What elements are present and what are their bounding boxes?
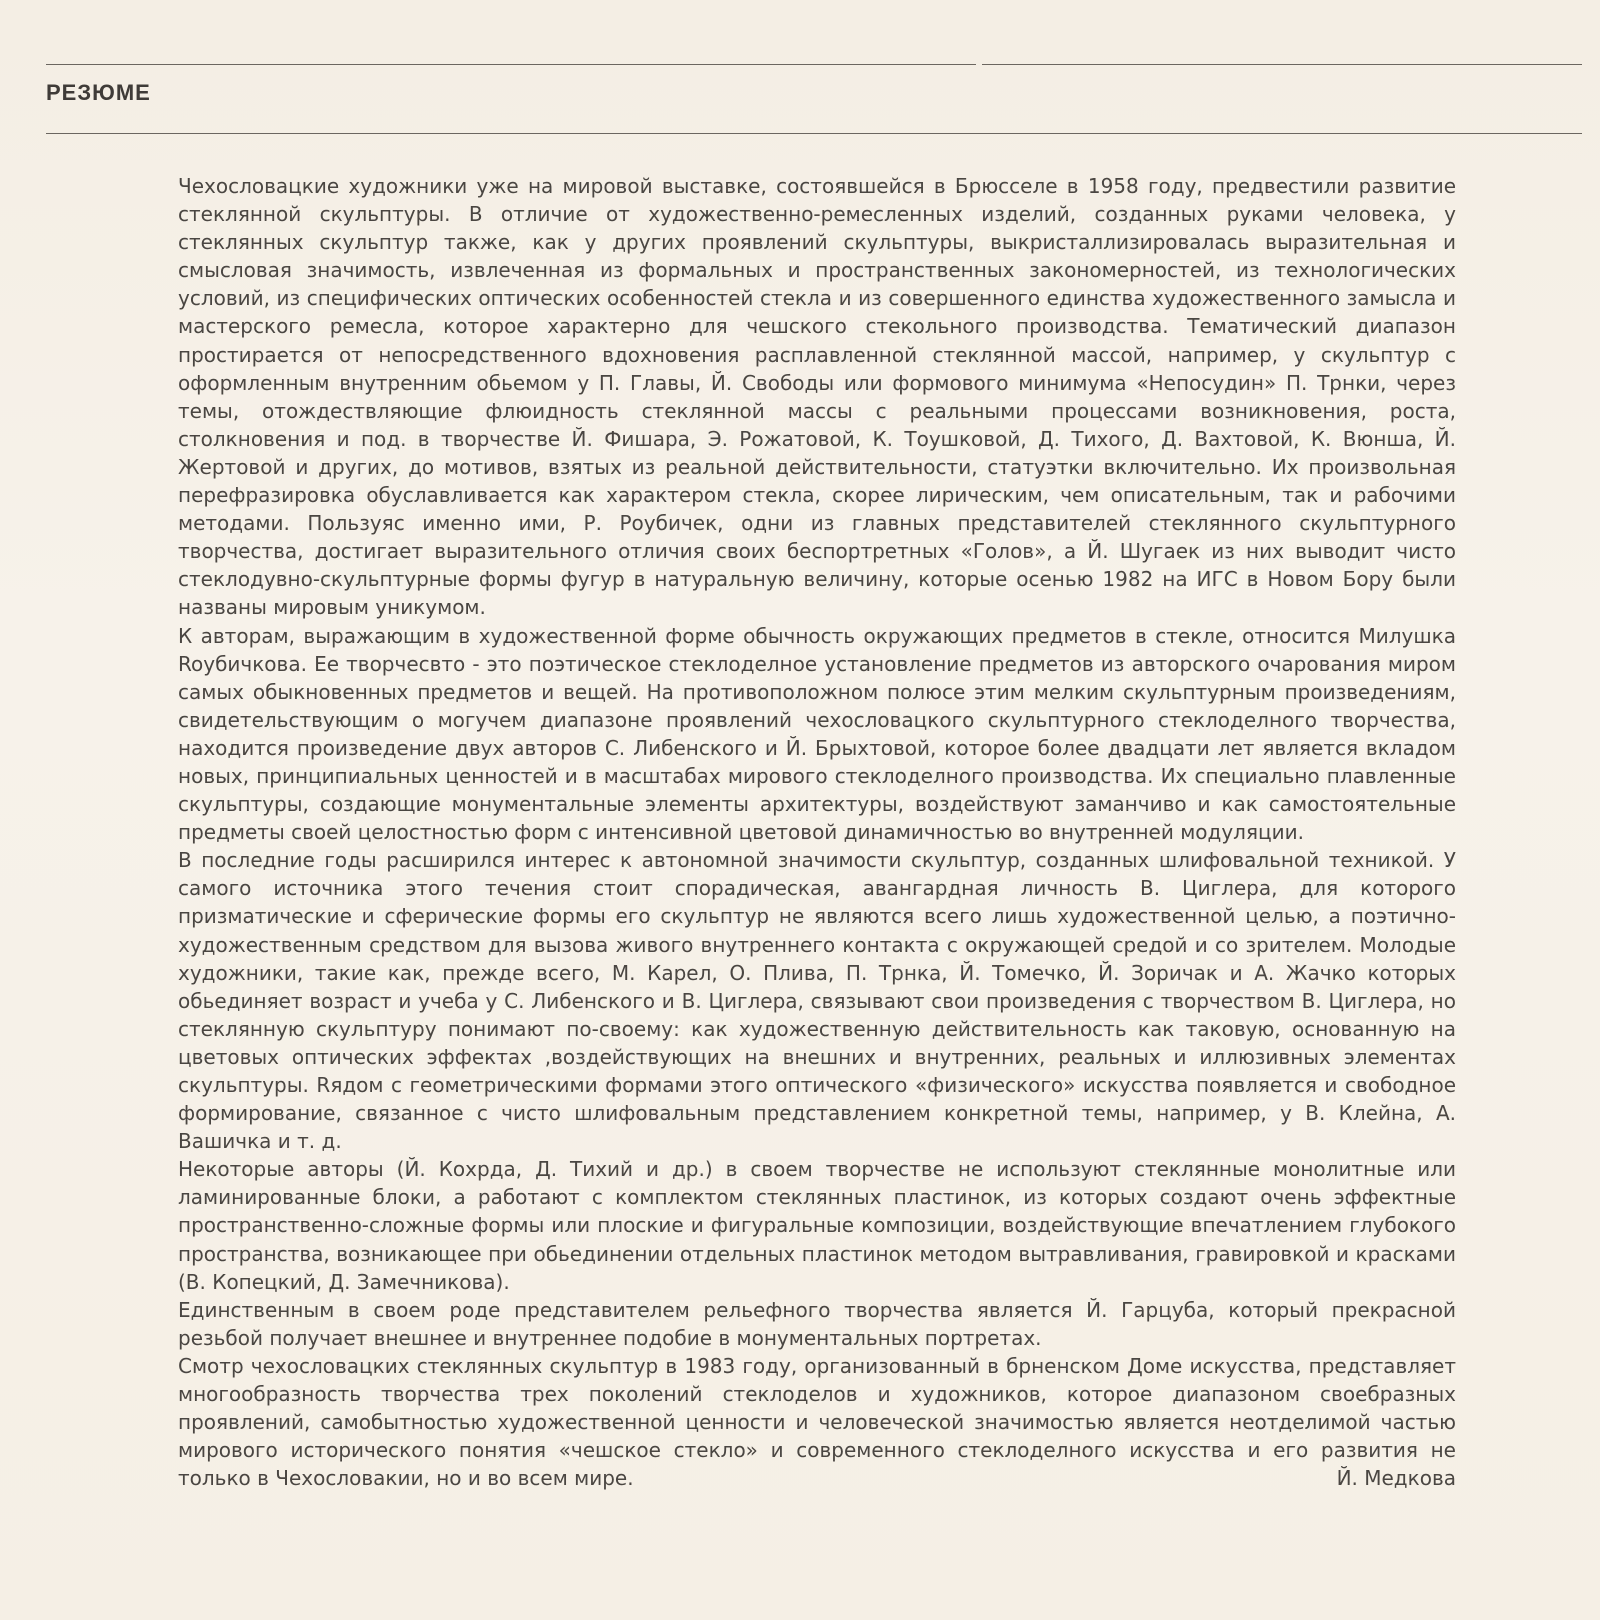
paragraph-4: Некоторые авторы (Й. Кохрда, Д. Тихий и др.) в своем творчестве не используют стеклянные монолитные или ламинированные блоки, а работают с комплектом стеклянных пластинок, из которых создают очень эффектные пространственно-сложные формы или плоские и фигуральные композиции, воздействующие впечатлением глубокого пространства, возникающее при обьединении отдельных пластинок методом вытравливания, гравировкой и красками (В. Копецкий, Д. Замечникова). [178, 1157, 1456, 1294]
summary-body [178, 172, 1456, 1493]
top-rule-right [982, 64, 1582, 65]
paragraph-5: Единственным в своем роде представителем рельефного творчества является Й. Гарцуба, который прекрасной резьбой получает внешнее и внутреннее подобие в монументальных портретах. [178, 1297, 1456, 1350]
paragraph-2: К авторам, выражающим в художественной форме обычность окружающих предметов в стекле, относится Милушка Roубичкова. Ее творчесвто - это поэтическое стеклоделное установление предметов из авторского очарования миром самых обыкновенных предметов и вещей. На противоположном полюсе этим мелким скульптурным произведениям, свидетельствующим о могучем диапазоне проявлений чехословацкого скульптурного стеклоделного творчества, находится произведение двух авторов С. Либенского и Й. Брыхтовой, которое более двадцати лет является вкладом новых, принципиальных ценностей и в масштабах мирового стеклоделного производства. Их специально плавленные скульптуры, создающие монументальные элементы архитектуры, воздействуют заманчиво и как самостоятельные предметы своей целостностью форм с интенсивной цветовой динамичностью во внутренней модуляции. [178, 623, 1456, 845]
paragraph-6: Смотр чехословацких стеклянных скульптур в 1983 году, организованный в брненском Доме искусства, представляет многообразность творчества трех поколений стеклоделов и художников, которое диапазоном своебразных проявлений, самобытностью художественной ценности и человеческой значимостью является неотделимой частью мирового исторического понятия «чешское стекло» и современного стеклоделного искусства и его развития не только в Чехословакии, но и во всем мире. [178, 1353, 1456, 1491]
top-rule [46, 64, 976, 65]
heading-underline [46, 133, 1582, 134]
closing-line [178, 1352, 1456, 1492]
author-name: Й. Медкова [1336, 1466, 1456, 1491]
page-heading: РЕЗЮМЕ [46, 80, 151, 105]
paragraph-3: В последние годы расширился интерес к автономной значимости скульптур, созданных шлифовальной техникой. У самого источника этого течения стоит спорадическая, авангардная личность В. Циглера, для которого призматические и сферические формы его скульптур не являются всего лишь художественной целью, а поэтично-художественным средством для вызова живого внутреннего контакта с окружающей средой и со зрителем. Молодые художники, такие как, прежде всего, М. Карел, О. Плива, П. Трнка, Й. Томечко, Й. Зоричак и А. Жачко которых обьединяет возраст и учеба у С. Либенского и В. Циглера, связывают свои произведения с творчеством В. Циглера, но стеклянную скульптуру понимают по-своему: как художественную действительность как таковую, основанную на цветовых оптических эффектах ,воздействующих на внешних и внутренних, реальных и иллюзивных элементах скульптуры. Rядом с геометрическими формами этого оптического «физического» искусства появляется и свободное формирование, связанное с чисто шлифовальным представлением конкретной темы, например, у В. Клейна, А. Вашичка и т. д. [178, 848, 1456, 1154]
paragraph-1: Чехословацкие художники уже на мировой выставке, состоявшейся в Брюсселе в 1958 году, предвестили развитие стеклянной скульптуры. В отличие от художественно-ремесленных изделий, созданных руками человека, у стеклянных скульптур также, как у других проявлений скульптуры, выкристаллизировалась выразительная и смысловая значимость, извлеченная из формальных и пространственных закономерностей, из технологических условий, из специфических оптических особенностей стекла и из совершенного единства художественного замысла и мастерского ремесла, которое характерно для чешского стекольного производства. Тематический диапазон простирается от непосредственного вдохновения расплавленной стеклянной массой, например, у скульптур с оформленным внутренним обьемом у П. Главы, Й. Свободы или формового минимума «Непосудин» П. Трнки, через темы, отождествляющие флюидность стеклянной массы с реальными процессами возникновения, роста, столкновения и под. в творчестве Й. Фишара, Э. Рожатовой, К. Тоушковой, Д. Тихого, Д. Вахтовой, К. Вюнша, Й. Жертовой и других, до мотивов, взятых из реальной действительности, статуэтки включительно. Их произвольная перефразировка обуславливается как характером стекла, скорее лирическим, чем описательным, так и рабочими методами. Пользуяс именно ими, Р. Роубичек, одни из главных представителей стеклянного скульптурного творчества, достигает выразительного отличия своих беспортретных «Голов», а Й. Шугаек из них выводит чисто стеклодувно-скульптурные формы фугур в натуральную величину, которые осенью 1982 на ИГС в Новом Бору были названы мировым уникумом. [178, 174, 1456, 620]
